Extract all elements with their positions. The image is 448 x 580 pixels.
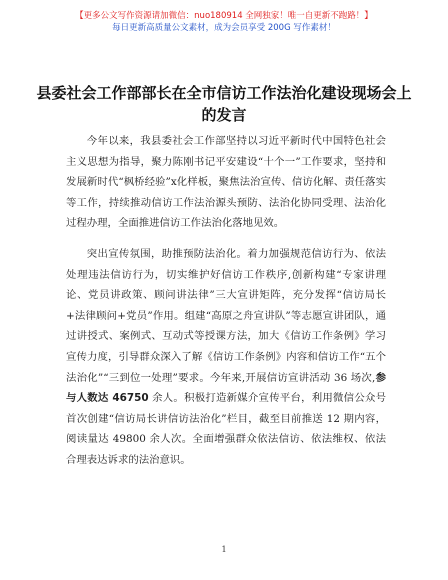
promo-line-2: 每日更新高质量公文素材，成为会员享受 200G 写作素材！ <box>112 23 336 33</box>
paragraph-text: 突出宣传氛围，助推预防法治化。着力加强规范信访行为、依法处理违法信访行为，切实维护好信访工作秩序,创新构建“专家讲理论、党员讲政策、顾问讲法律”三大宣讲矩阵，充分发挥“信访局长+法律顾问+党员”作用。组建“高原之舟宣讲队”等志愿宣讲团队，通过讲授式、案例式、互动式等授课方法，加大《信访工作条例》学习宣传力度，引导群众深入了解《信访工作条例》内容和信访工作“五个法治化”“三到位一处理”要求。今年来,开展信访宣讲活动 36 场次, <box>66 247 386 384</box>
body-paragraph <box>66 131 386 234</box>
document-title: 县委社会工作部部长在全市信访工作法治化建设现场会上的发言 <box>36 84 412 124</box>
promo-line-1: 【更多公文写作资源请加微信：nuo180914 全网独家！唯一自更新不跑路！】 <box>75 11 373 21</box>
promo-banner <box>0 10 448 34</box>
bold-text: 参与人数达 46750 <box>66 371 387 405</box>
document-body <box>66 131 386 471</box>
page-number: 1 <box>221 545 227 554</box>
paragraph-text: 今年以来，我县委社会工作部坚持以习近平新时代中国特色社会主义思想为指导，聚力陈刚书记平安建设“十个一”工作要求，坚持和发展新时代“枫桥经验”x化样板，聚焦法治宣传、信访化解、责任落实等工作，持续推动信访工作法治源头预防、法治化协同受理、法治化过程办理，全面推进信访工作法治化落地见效。 <box>66 135 386 230</box>
paragraph-text: 余人。积极打造新媒介宣传平台，利用微信公众号首次创建“信访局长讲信访法治化”栏目，截至目前推送 12 期内容，阅读量达 49800 余人次。全面增强群众依法信访、依法维权、依法合理表达诉求的法治意识。 <box>66 392 386 466</box>
body-paragraph <box>66 244 386 471</box>
